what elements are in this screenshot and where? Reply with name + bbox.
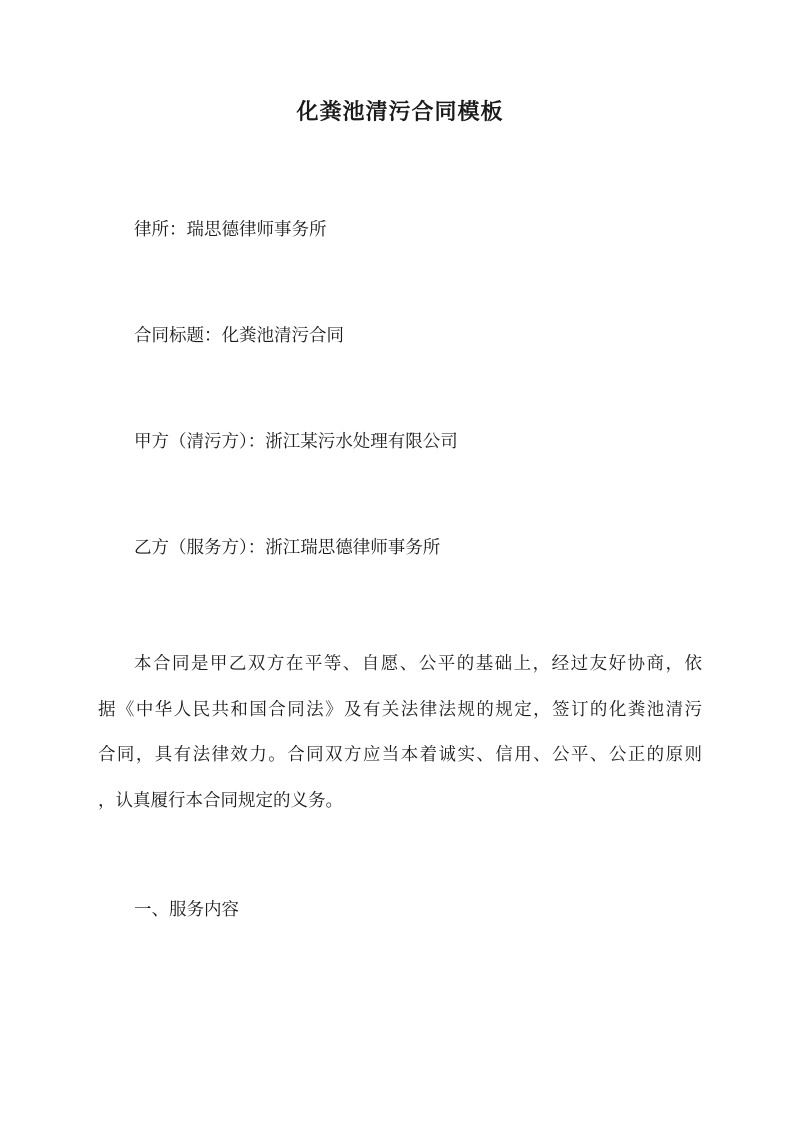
intro-line: 据《中华人民共和国合同法》及有关法律法规的规定，签订的化粪池清污	[98, 699, 702, 720]
intro-line: ，认真履行本合同规定的义务。	[98, 790, 343, 811]
section-heading-text: 一、服务内容	[134, 900, 239, 920]
law-firm-text: 律所：瑞思德律师事务所	[134, 220, 327, 240]
intro-paragraph	[98, 642, 702, 824]
intro-line: 合同，具有法律效力。合同双方应当本着诚实、信用、公平、公正的原则	[98, 745, 702, 765]
field-law-firm	[98, 212, 702, 248]
intro-line: 本合同是甲乙双方在平等、自愿、公平的基础上，经过友好协商，依	[134, 654, 702, 674]
contract-title-text: 合同标题：化粪池清污合同	[134, 326, 344, 346]
party-a-text: 甲方（清污方）：浙江某污水处理有限公司	[134, 432, 458, 452]
section-heading-service-content	[98, 892, 702, 928]
party-b-text: 乙方（服务方）：浙江瑞思德律师事务所	[134, 538, 441, 558]
field-party-a	[98, 424, 702, 460]
field-party-b	[98, 530, 702, 566]
document-title: 化粪池清污合同模板	[296, 99, 504, 125]
field-contract-title	[98, 318, 702, 354]
